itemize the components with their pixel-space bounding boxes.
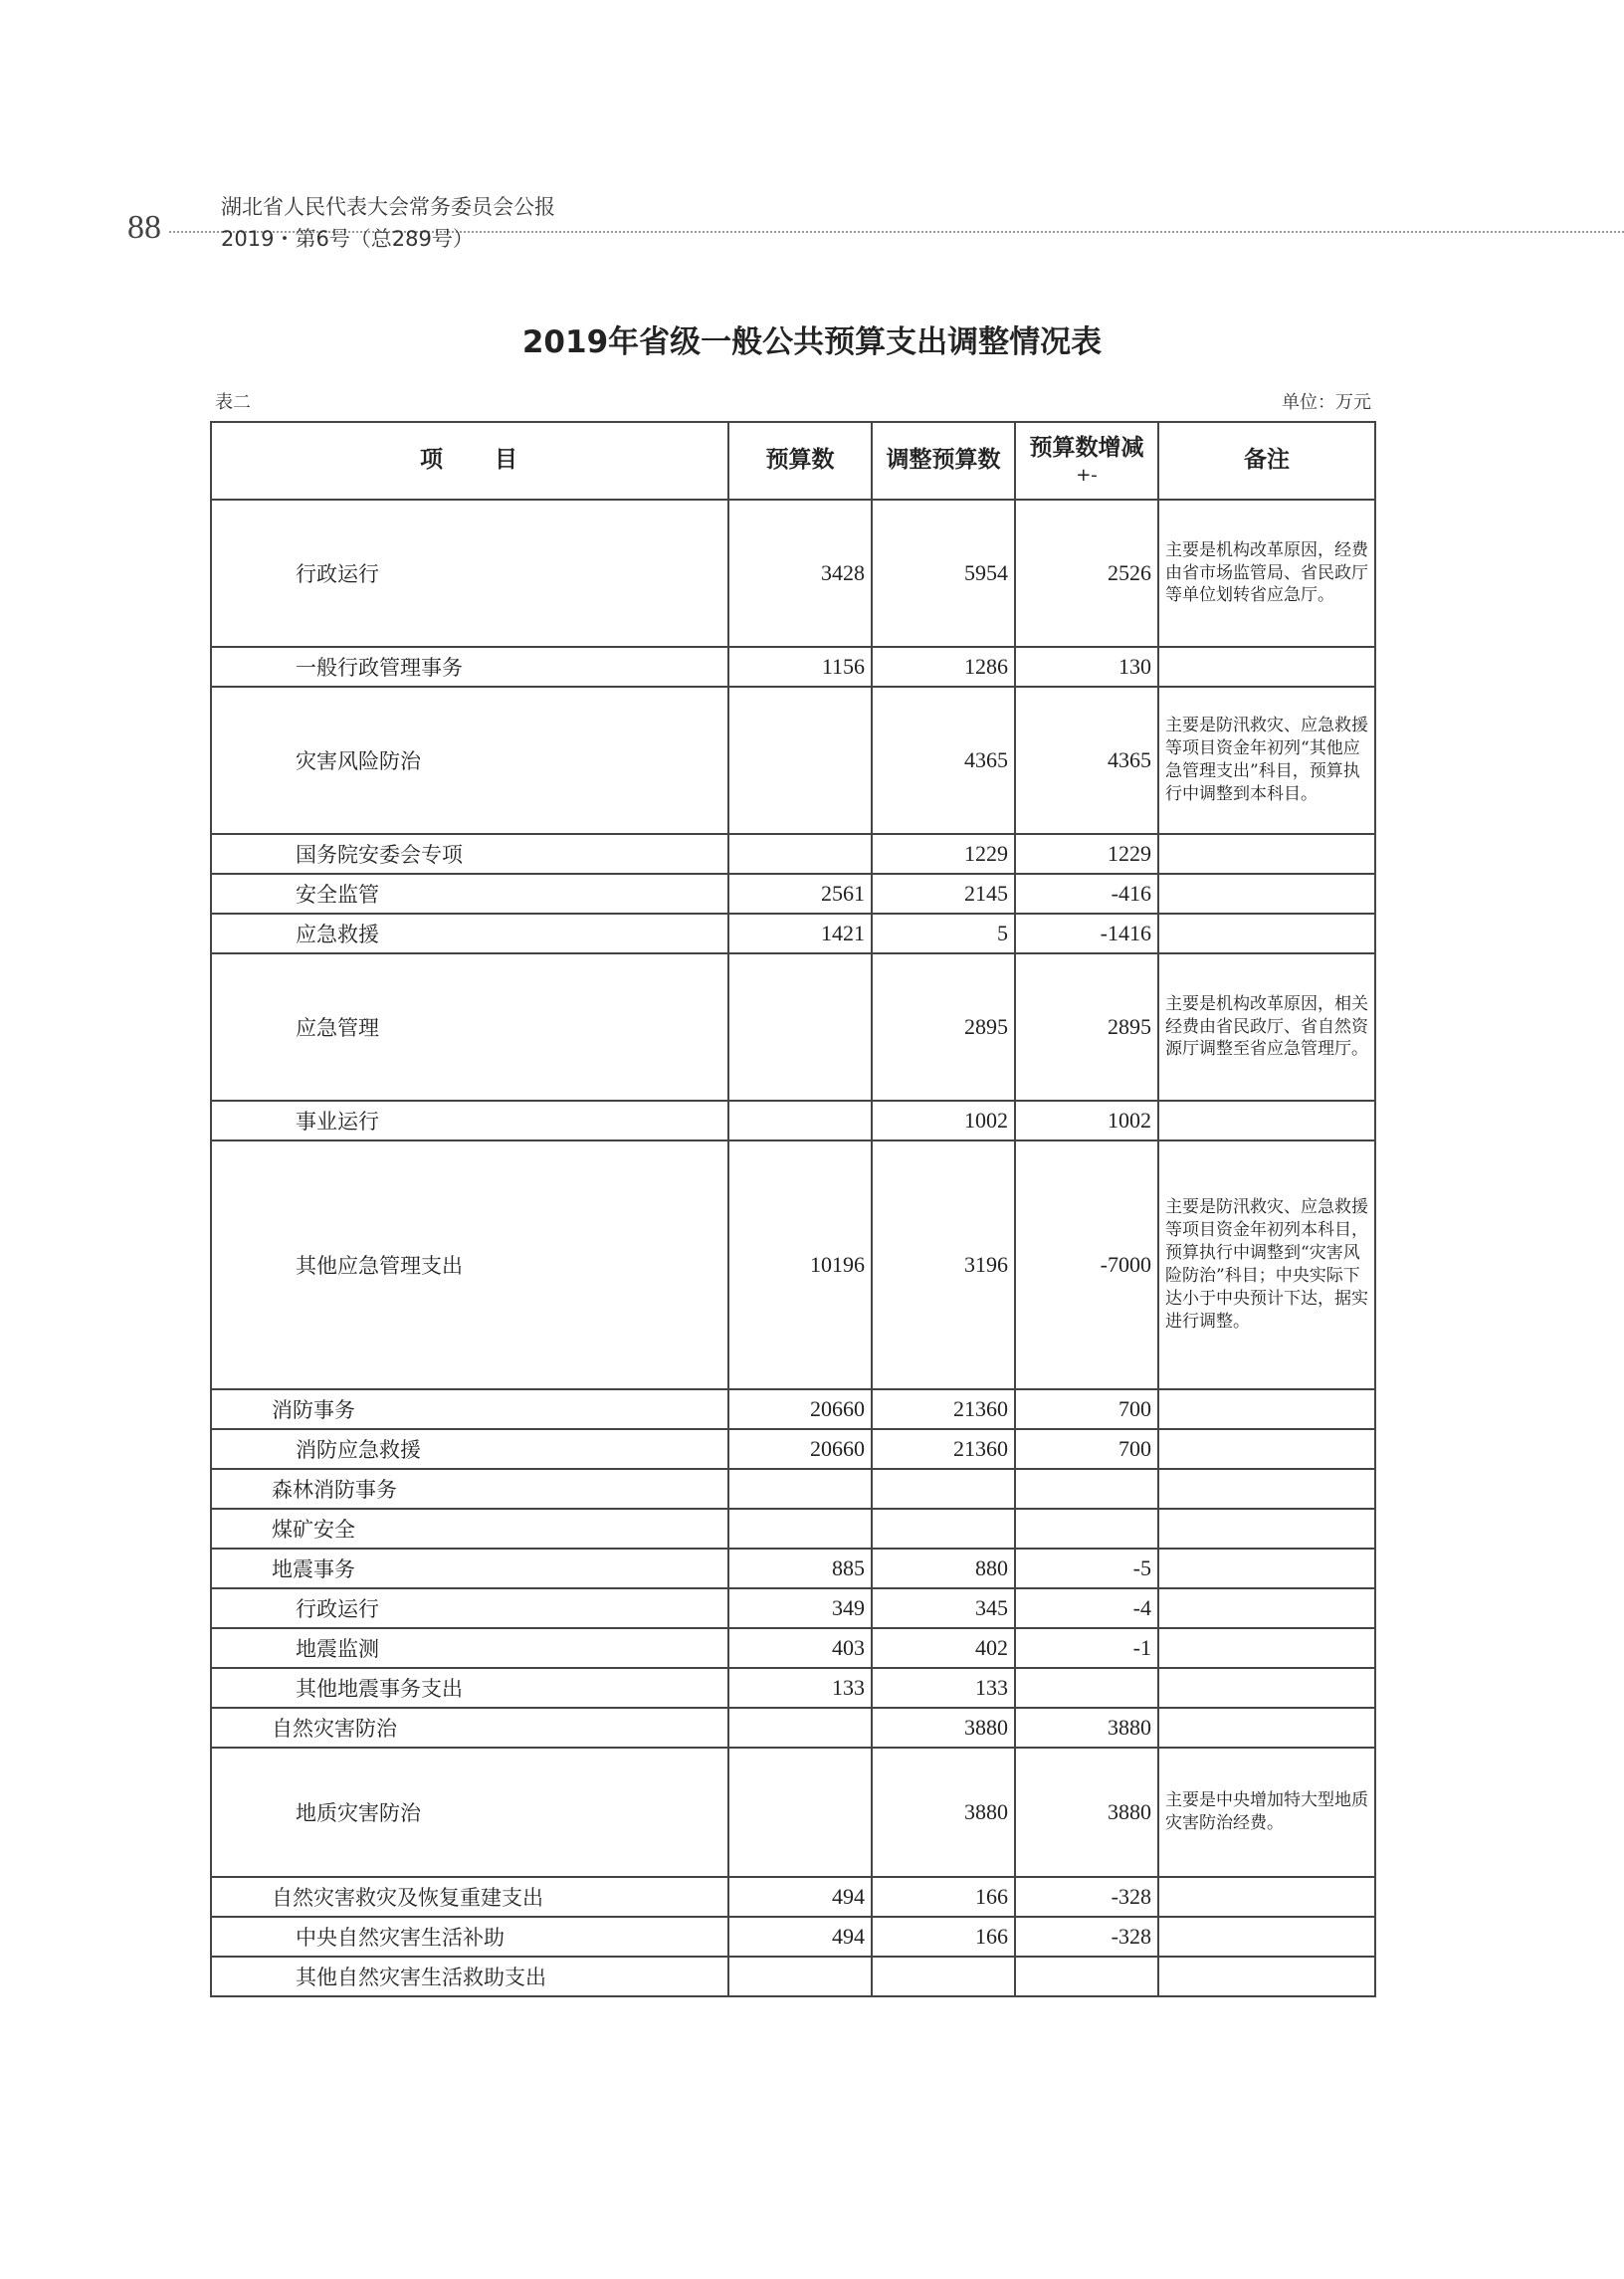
- row-budget-value: 20660: [728, 1429, 872, 1469]
- row-note: 主要是中央增加特大型地质灾害防治经费。: [1158, 1748, 1375, 1877]
- row-change-value: [1015, 1509, 1158, 1549]
- row-adjusted-value: 5: [872, 914, 1015, 953]
- table-row: [211, 647, 1375, 687]
- row-change-value: [1015, 1469, 1158, 1509]
- table-row: [211, 687, 1375, 834]
- row-note: [1158, 1877, 1375, 1917]
- col-header-item: 项 目: [211, 422, 728, 500]
- row-adjusted-value: 21360: [872, 1429, 1015, 1469]
- row-budget-value: [728, 1509, 872, 1549]
- row-budget-value: 3428: [728, 500, 872, 647]
- row-change-value: 700: [1015, 1389, 1158, 1429]
- row-change-value: -1416: [1015, 914, 1158, 953]
- row-adjusted-value: 1286: [872, 647, 1015, 687]
- table-row: [211, 914, 1375, 953]
- row-adjusted-value: 21360: [872, 1389, 1015, 1429]
- row-note: [1158, 1469, 1375, 1509]
- row-adjusted-value: 4365: [872, 687, 1015, 834]
- table-row: [211, 1748, 1375, 1877]
- row-item-name: 煤矿安全: [211, 1509, 728, 1549]
- issue-number: 2019・第6号（总289号）: [221, 227, 474, 251]
- col-header-change-sign: +-: [1076, 465, 1098, 487]
- table-row: [211, 1957, 1375, 1996]
- row-adjusted-value: 3880: [872, 1708, 1015, 1748]
- row-item-name: 地质灾害防治: [211, 1748, 728, 1877]
- table-row: [211, 874, 1375, 914]
- row-adjusted-value: 880: [872, 1549, 1015, 1588]
- row-adjusted-value: 166: [872, 1877, 1015, 1917]
- row-note: [1158, 874, 1375, 914]
- row-adjusted-value: 1229: [872, 834, 1015, 874]
- row-adjusted-value: 345: [872, 1588, 1015, 1628]
- row-adjusted-value: 2895: [872, 953, 1015, 1101]
- row-item-name: 应急救援: [211, 914, 728, 953]
- row-budget-value: 1156: [728, 647, 872, 687]
- row-change-value: -1: [1015, 1628, 1158, 1668]
- table-label: 表二: [215, 392, 251, 413]
- table-header-row: [211, 422, 1375, 500]
- row-note: 主要是机构改革原因，经费由省市场监管局、省民政厅等单位划转省应急厅。: [1158, 500, 1375, 647]
- row-change-value: 4365: [1015, 687, 1158, 834]
- row-note: [1158, 834, 1375, 874]
- row-item-name: 行政运行: [211, 1588, 728, 1628]
- row-budget-value: [728, 1748, 872, 1877]
- col-header-budget: 预算数: [728, 422, 872, 500]
- row-item-name: 其他地震事务支出: [211, 1668, 728, 1708]
- row-change-value: 2895: [1015, 953, 1158, 1101]
- row-note: 主要是机构改革原因，相关经费由省民政厅、省自然资源厅调整至省应急管理厅。: [1158, 953, 1375, 1101]
- col-header-note: 备注: [1158, 422, 1375, 500]
- row-item-name: 一般行政管理事务: [211, 647, 728, 687]
- row-change-value: [1015, 1957, 1158, 1996]
- row-note: [1158, 1708, 1375, 1748]
- row-adjusted-value: [872, 1509, 1015, 1549]
- row-change-value: -4: [1015, 1588, 1158, 1628]
- row-item-name: 消防应急救援: [211, 1429, 728, 1469]
- row-note: [1158, 1101, 1375, 1140]
- row-item-name: 国务院安委会专项: [211, 834, 728, 874]
- row-change-value: -416: [1015, 874, 1158, 914]
- row-change-value: -328: [1015, 1877, 1158, 1917]
- row-item-name: 自然灾害防治: [211, 1708, 728, 1748]
- row-budget-value: 885: [728, 1549, 872, 1588]
- row-budget-value: [728, 1957, 872, 1996]
- row-change-value: 700: [1015, 1429, 1158, 1469]
- row-note: 主要是防汛救灾、应急救援等项目资金年初列本科目，预算执行中调整到“灾害风险防治”科目；中央实际下达小于中央预计下达，据实进行调整。: [1158, 1140, 1375, 1389]
- row-note: [1158, 1917, 1375, 1957]
- row-change-value: -5: [1015, 1549, 1158, 1588]
- row-budget-value: 494: [728, 1917, 872, 1957]
- table-row: [211, 1140, 1375, 1389]
- table-row: [211, 1469, 1375, 1509]
- table-row: [211, 1389, 1375, 1429]
- row-adjusted-value: 166: [872, 1917, 1015, 1957]
- row-note: [1158, 1957, 1375, 1996]
- row-budget-value: 133: [728, 1668, 872, 1708]
- row-change-value: 3880: [1015, 1748, 1158, 1877]
- row-item-name: 中央自然灾害生活补助: [211, 1917, 728, 1957]
- row-budget-value: [728, 1708, 872, 1748]
- table-row: [211, 500, 1375, 647]
- col-header-adjusted: 调整预算数: [872, 422, 1015, 500]
- row-budget-value: 494: [728, 1877, 872, 1917]
- row-adjusted-value: [872, 1469, 1015, 1509]
- row-item-name: 消防事务: [211, 1389, 728, 1429]
- row-note: [1158, 914, 1375, 953]
- row-adjusted-value: 2145: [872, 874, 1015, 914]
- row-budget-value: [728, 834, 872, 874]
- row-note: [1158, 1668, 1375, 1708]
- row-item-name: 自然灾害救灾及恢复重建支出: [211, 1877, 728, 1917]
- table-row: [211, 834, 1375, 874]
- table-row: [211, 1509, 1375, 1549]
- row-budget-value: 403: [728, 1628, 872, 1668]
- row-budget-value: [728, 687, 872, 834]
- row-adjusted-value: 3196: [872, 1140, 1015, 1389]
- table-row: [211, 1429, 1375, 1469]
- row-note: [1158, 1628, 1375, 1668]
- table-row: [211, 1628, 1375, 1668]
- row-budget-value: [728, 1469, 872, 1509]
- budget-adjustment-table: [210, 421, 1376, 1997]
- row-item-name: 安全监管: [211, 874, 728, 914]
- page-number: 88: [127, 209, 161, 246]
- row-note: [1158, 1588, 1375, 1628]
- row-change-value: [1015, 1668, 1158, 1708]
- row-item-name: 灾害风险防治: [211, 687, 728, 834]
- table-row: [211, 1668, 1375, 1708]
- row-adjusted-value: 1002: [872, 1101, 1015, 1140]
- row-adjusted-value: 5954: [872, 500, 1015, 647]
- row-change-value: 2526: [1015, 500, 1158, 647]
- row-item-name: 森林消防事务: [211, 1469, 728, 1509]
- table-row: [211, 1588, 1375, 1628]
- row-change-value: -328: [1015, 1917, 1158, 1957]
- row-budget-value: 1421: [728, 914, 872, 953]
- row-change-value: -7000: [1015, 1140, 1158, 1389]
- row-adjusted-value: [872, 1957, 1015, 1996]
- row-item-name: 行政运行: [211, 500, 728, 647]
- row-budget-value: 349: [728, 1588, 872, 1628]
- row-change-value: 130: [1015, 647, 1158, 687]
- row-note: [1158, 1389, 1375, 1429]
- table-row: [211, 1549, 1375, 1588]
- row-change-value: 1002: [1015, 1101, 1158, 1140]
- col-header-change-label: 预算数增减: [1029, 435, 1144, 462]
- row-note: [1158, 1549, 1375, 1588]
- table-row: [211, 1917, 1375, 1957]
- row-note: 主要是防汛救灾、应急救援等项目资金年初列“其他应急管理支出”科目，预算执行中调整到本科目。: [1158, 687, 1375, 834]
- row-budget-value: 20660: [728, 1389, 872, 1429]
- row-item-name: 事业运行: [211, 1101, 728, 1140]
- table-row: [211, 1877, 1375, 1917]
- row-note: [1158, 1429, 1375, 1469]
- table-row: [211, 953, 1375, 1101]
- row-budget-value: 2561: [728, 874, 872, 914]
- row-item-name: 地震监测: [211, 1628, 728, 1668]
- journal-title: 湖北省人民代表大会常务委员会公报: [221, 195, 555, 219]
- row-budget-value: 10196: [728, 1140, 872, 1389]
- col-header-change: [1015, 422, 1158, 500]
- document-title: 2019年省级一般公共预算支出调整情况表: [521, 324, 1103, 360]
- row-item-name: 其他应急管理支出: [211, 1140, 728, 1389]
- row-adjusted-value: 402: [872, 1628, 1015, 1668]
- table-body: [211, 500, 1375, 1996]
- table-row: [211, 1101, 1375, 1140]
- table-row: [211, 1708, 1375, 1748]
- row-budget-value: [728, 1101, 872, 1140]
- row-note: [1158, 1509, 1375, 1549]
- row-item-name: 应急管理: [211, 953, 728, 1101]
- row-item-name: 地震事务: [211, 1549, 728, 1588]
- row-change-value: 3880: [1015, 1708, 1158, 1748]
- row-budget-value: [728, 953, 872, 1101]
- row-adjusted-value: 3880: [872, 1748, 1015, 1877]
- row-item-name: 其他自然灾害生活救助支出: [211, 1957, 728, 1996]
- row-note: [1158, 647, 1375, 687]
- row-change-value: 1229: [1015, 834, 1158, 874]
- row-adjusted-value: 133: [872, 1668, 1015, 1708]
- unit-label: 单位：万元: [1282, 392, 1371, 413]
